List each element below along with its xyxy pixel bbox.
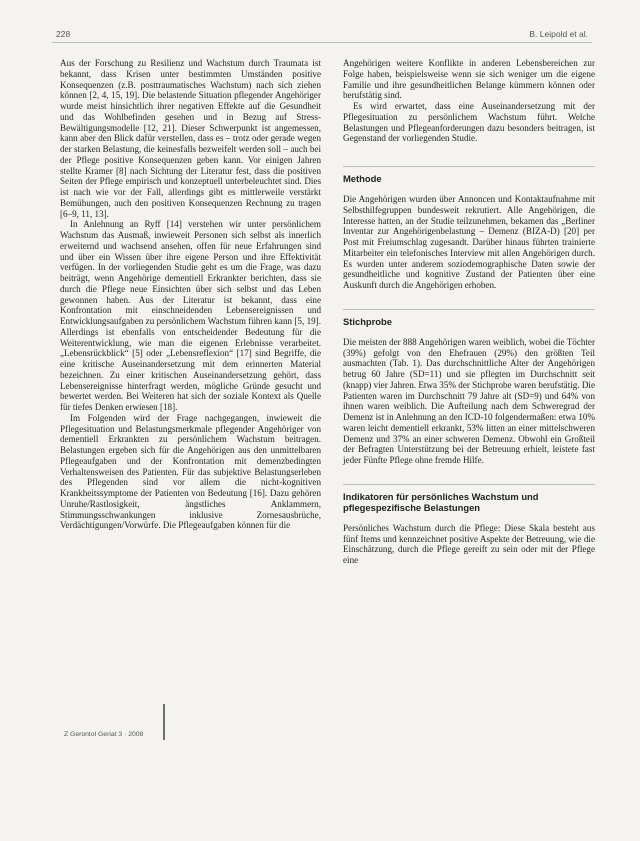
footer-citation: Z Gerontol Geriat 3 · 2008 — [64, 731, 144, 738]
header-divider — [52, 42, 592, 43]
methode-paragraph: Die Angehörigen wurden über Annoncen und Kontaktaufnahme mit Selbsthilfegruppen bundesweit rekrutiert. Alle Angehörigen, die Interesse hatten, an der Studie teilzunehmen, bekamen das „Berliner Inventar zur Angehörigenbelastung – Demenz (BIZA-D) [20] per Post mit Freiumschlag zugesandt. Darüber hinaus führten trainierte Mitarbeiter ein telefonisches Interview mit allen Angehörigen durch. Es wurden unter anderem soziodemographische Daten sowie der gesundheitliche und kognitive Zustand der Patienten über eine Auskunft durch die Angehörigen erhoben. — [343, 194, 595, 290]
body-paragraph: Angehörigen weitere Konflikte in anderen Lebensbereichen zur Folge haben, beispielsweise wenn sie sich weniger um die eigene Familie und ihre gesundheitlichen Belange kümmern können oder berufstätig sind. — [343, 58, 595, 101]
page-number: 228 — [56, 29, 71, 39]
indikatoren-paragraph: Persönliches Wachstum durch die Pflege: Diese Skala besteht aus fünf Items und kennzeichnet positive Aspekte der Betreuung, wie die Einschätzung, durch die Pflege gereift zu sein oder mit der Pflege eine — [343, 522, 595, 565]
body-paragraph: Aus der Forschung zu Resilienz und Wachstum durch Traumata ist bekannt, dass Krisen unter bestimmten Umständen positive Konsequenzen (z.B. posttraumatisches Wachstum) nach sich ziehen können [2, 4, 15, 19]. Die belastende Situation pflegender Angehöriger wurde meist hinsichtlich ihrer negativen Effekte auf die Gesundheit und das Wohlbefinden gesehen und in Bezug auf Stress-Bewältigungsmodelle [12, 21]. Dieser Schwerpunkt ist angemessen, kann aber den Blick dafür verstellen, dass es – trotz oder gerade wegen der starken Belastung, die keinesfalls bezweifelt werden soll – auch bei der Pflege positive Konsequenzen geben kann. Vor einigen Jahren stellte Kramer [8] nach Sichtung der Literatur fest, dass die positiven Seiten der Pflege empirisch und konzeptuell unterbeleuchtet sind. Dies ist nach wie vor der Fall, allerdings gibt es mittlerweile verstärkt Bemühungen, auch den positiven Konsequenzen Rechnung zu tragen [6–9, 11, 13]. — [60, 58, 321, 219]
footer-bar — [163, 704, 165, 740]
section-heading-indikatoren: Indikatoren für persönliches Wachstum und pflegespezifische Belastungen — [343, 484, 595, 513]
left-column — [60, 58, 321, 531]
body-paragraph: Im Folgenden wird der Frage nachgegangen, inwieweit die Pflegesituation und Belastungsmerkmale pflegender Angehöriger von dementiell Erkrankten zu persönlichem Wachstum beitragen. Belastungen ergeben sich für die Angehörigen aus den unmittelbaren Pflegeaufgaben und der Konfrontation mit demenzbedingten Verhaltensweisen des Patienten. Für das subjektive Belastungserleben des Pflegenden sind vor allem die nicht-kognitiven Krankheitssymptome der Patienten von Bedeutung [16]. Dazu gehören Unruhe/Rastlosigkeit, ängstliches Anklammern, Stimmungsschwankungen inklusive Zornesausbrüche, Verdächtigungen/Vorwürfe. Die Pflegeaufgaben können für die — [60, 412, 321, 531]
stichprobe-paragraph: Die meisten der 888 Angehörigen waren weiblich, wobei die Töchter (39%) gefolgt von den Ehefrauen (29%) den größten Teil ausmachten (Tab. 1). Das durchschnittliche Alter der Angehörigen betrug 60 Jahre (SD=11) und sie pflegten im Durchschnitt seit (knapp) vier Jahren. Etwa 35% der Stichprobe waren berufstätig. Die Patienten waren im Durchschnitt 79 Jahre alt (SD=9) und 64% von ihnen waren weiblich. Die Aufteilung nach dem Schweregrad der Demenz ist in Anlehnung an den ICD-10 folgendermaßen: etwa 10% waren leicht dementiell erkrankt, 53% litten an einer mittelschweren Demenz und 37% an einer schweren Demenz. Obwohl ein Großteil der Befragten Unterstützung bei der Betreuung erhielt, leistete fast jeder Fünfte Pflege ohne fremde Hilfe. — [343, 336, 595, 465]
section-heading-stichprobe: Stichprobe — [343, 309, 595, 327]
running-author: B. Leipold et al. — [529, 29, 588, 39]
body-paragraph: Es wird erwartet, dass eine Auseinandersetzung mit der Pflegesituation zu persönlichem Wachstum führt. Welche Belastungen und Pflegeanforderungen dazu besonders beitragen, ist Gegenstand der vorliegenden Studie. — [343, 101, 595, 144]
right-column — [343, 58, 595, 566]
body-paragraph: In Anlehnung an Ryff [14] verstehen wir unter persönlichem Wachstum das Ausmaß, inwieweit Personen sich selbst als innerlich erweiternd und wachsend ansehen, offen für neue Erfahrungen sind und über ein Wissen über ihre eigene Person und ihre Effektivität verfügen. In der vorliegenden Studie geht es um die Frage, was dazu beiträgt, wenn Angehörige dementiell Erkrankter berichten, dass sie durch die Pflege neue Einsichten über sich selbst und das Leben gewonnen haben. Aus der Literatur ist bekannt, dass eine Konfrontation mit einschneidenden Lebensereignissen und Entwicklungsaufgaben zu persönlichem Wachstum führen kann [5, 19]. Allerdings ist ebenfalls von entscheidender Bedeutung für die Weiterentwicklung, wie man die eigenen Erlebnisse verarbeitet. „Lebensrückblick“ [5] oder „Lebensreflexion“ [17] sind Begriffe, die eine kritische Auseinandersetzung mit dem erinnerten Material bezeichnen. Zu einer kritischen Auseinandersetzung gehört, dass Lebensereignisse hinterfragt werden, mögliche Gründe gesucht und bewertet werden. Bei Weiteren hat sich der soziale Kontext als Quelle für tiefes Denken erwiesen [18]. — [60, 219, 321, 412]
section-heading-methode: Methode — [343, 166, 595, 184]
